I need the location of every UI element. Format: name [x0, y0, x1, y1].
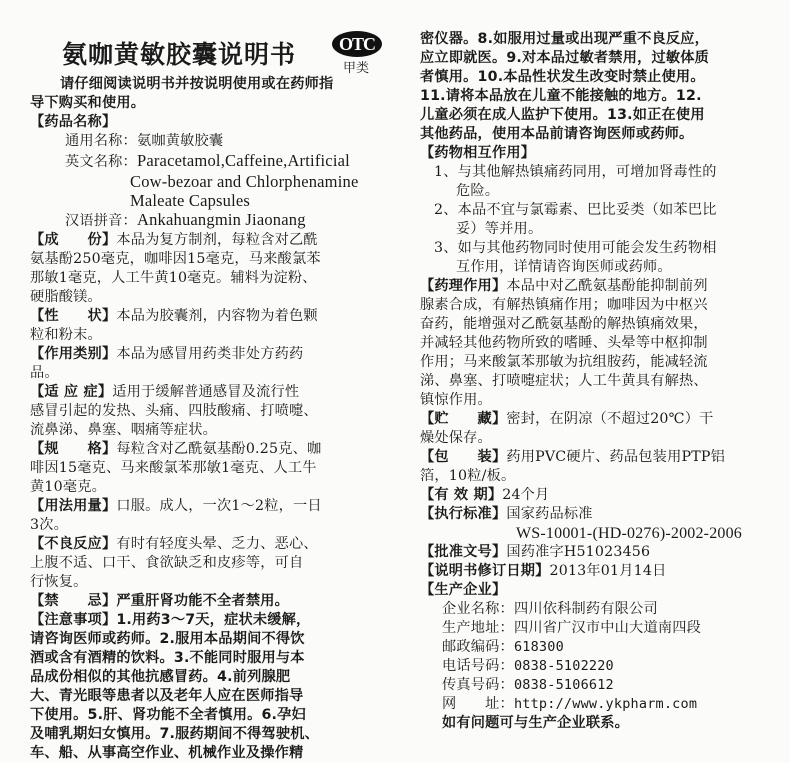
storage-text: 燥处保存。 [420, 430, 492, 446]
ingredients-heading: 【成 份】 [30, 232, 117, 248]
precautions-text: 下使用。5.肝、肾功能不全者慎用。6.孕妇 [30, 707, 306, 723]
category-text: 本品为感冒用药类非处方药药 [116, 346, 304, 362]
validity-heading: 【有 效 期】 [420, 487, 503, 503]
pharmacology-text: 镇惊作用。 [420, 392, 492, 408]
precautions-text: 儿童必须在成人监护下使用。13.如正在使用 [420, 107, 705, 123]
precautions-text: 大、青光眼等患者以及老年人应在医师指导 [30, 688, 304, 704]
interaction-item-3: 3、如与其他药物同时使用可能会发生药物相 [434, 240, 717, 256]
pharmacology-text: 腺素合成，有解热镇痛作用；咖啡因为中枢兴 [420, 297, 708, 313]
specification-text: 黄10毫克。 [30, 479, 107, 495]
precautions-text: 者慎用。10.本品性状发生改变时禁止使用。 [420, 69, 705, 85]
address-row [420, 619, 778, 638]
precautions-heading: 【注意事项】 [30, 612, 117, 628]
title-block [30, 35, 390, 75]
interaction-item-1-cont: 危险。 [456, 183, 500, 199]
specification-heading: 【规 格】 [30, 441, 117, 457]
indications-text: 适用于缓解普通感冒及流行性 [112, 384, 300, 400]
validity-row [420, 486, 778, 505]
phone-row [420, 657, 778, 676]
description-row [30, 307, 390, 326]
dosage-row [30, 497, 390, 516]
indications-row [30, 383, 390, 402]
precautions-text: 1.用药3～7天，症状未缓解， [116, 612, 311, 628]
otc-class-label: 甲类 [343, 61, 370, 76]
phone-value: 0838-5102220 [513, 658, 614, 674]
adverse-row [30, 535, 390, 554]
package-text: 药用PVC硬片、药品包装用PTP铝 [506, 449, 725, 465]
generic-name-value: 氨咖黄敏胶囊 [136, 133, 224, 149]
precautions-text: 及哺乳期妇女慎用。7.服药期间不得驾驶机、 [30, 726, 320, 742]
contraindications-row [30, 592, 390, 611]
precautions-text: 品成份相似的其他抗感冒药。4.前列腺肥 [30, 669, 291, 685]
right-column [420, 30, 778, 733]
drug-name-heading: 【药品名称】 [30, 114, 117, 130]
validity-value: 24个月 [502, 487, 550, 503]
notice-line-2: 导下购买和使用。 [30, 95, 146, 111]
package-text: 箔，10粒/板。 [420, 468, 516, 484]
ingredients-text: 硬脂酸镁。 [30, 289, 102, 305]
postal-value: 618300 [513, 639, 564, 655]
adverse-text: 上腹不适、口干、食欲缺乏和皮疹等，可自 [30, 555, 304, 571]
website-label: 网 址： [442, 696, 514, 712]
contraindications-heading: 【禁 忌】 [30, 593, 117, 609]
english-name-line-3: Maleate Capsules [130, 191, 251, 210]
indications-text: 感冒引起的发热、头痛、四肢酸痛、打喷嚏、 [30, 403, 318, 419]
adverse-text: 行恢复。 [30, 574, 88, 590]
storage-row [420, 410, 778, 429]
interaction-item-3-cont: 互作用，详情请咨询医师或药师。 [456, 259, 672, 275]
precautions-text: 11.请将本品放在儿童不能接触的地方。12. [420, 88, 702, 104]
standard-heading: 【执行标准】 [420, 506, 507, 522]
category-heading: 【作用类别】 [30, 346, 117, 362]
notice-line-1: 请仔细阅读说明书并按说明使用或在药师指 [60, 76, 334, 92]
dosage-text: 3次。 [30, 517, 69, 533]
english-name-line-1: Paracetamol,Caffeine,Artificial [136, 151, 350, 170]
website-link[interactable]: http://www.ykpharm.com [513, 696, 698, 712]
approval-heading: 【批准文号】 [420, 544, 507, 560]
standard-code: WS-10001-(HD-0276)-2002-2006 [516, 525, 743, 542]
storage-heading: 【贮 藏】 [420, 411, 507, 427]
dosage-heading: 【用法用量】 [30, 498, 117, 514]
company-name-label: 企业名称： [442, 601, 514, 617]
left-column [30, 0, 390, 763]
website-row [420, 695, 778, 714]
document-title: 氨咖黄敏胶囊说明书 [62, 40, 297, 69]
category-text: 品。 [30, 365, 59, 381]
precautions-text: 密仪器。8.如服用过量或出现严重不良反应， [420, 31, 710, 47]
address-value: 四川省广汉市中山大道南四段 [513, 620, 701, 636]
pharmacology-text: 并减轻其他药物所致的嗜睡、头晕等中枢抑制 [420, 335, 708, 351]
approval-value: 国药准字H51023456 [506, 544, 651, 560]
interaction-item-1: 1、与其他解热镇痛药同用，可增加肾毒性的 [434, 164, 717, 180]
english-name-row [30, 151, 390, 172]
indications-text: 流鼻涕、鼻塞、咽痛等症状。 [30, 422, 218, 438]
pharmacology-text: 本品中对乙酰氨基酚能抑制前列 [506, 278, 708, 294]
pharmacology-heading: 【药理作用】 [420, 278, 507, 294]
specification-text: 每粒含对乙酰氨基酚0.25克、咖 [116, 441, 322, 457]
pharmacology-row [420, 277, 778, 296]
description-text: 本品为胶囊剂，内容物为着色颗 [116, 308, 318, 324]
storage-text: 密封，在阴凉（不超过20℃）干 [506, 411, 714, 427]
phone-label: 电话号码： [442, 658, 514, 674]
revision-row [420, 562, 778, 581]
ingredients-text: 那敏1毫克，人工牛黄10毫克。辅料为淀粉、 [30, 270, 317, 286]
pinyin-label: 汉语拼音： [65, 213, 137, 229]
description-text: 粒和粉末。 [30, 327, 102, 343]
interaction-item-2-cont: 妥）等并用。 [456, 221, 543, 237]
otc-badge: OTC [332, 31, 382, 57]
category-row [30, 345, 390, 364]
revision-heading: 【说明书修订日期】 [420, 563, 550, 579]
ingredients-text: 本品为复方制剂，每粒含对乙酰 [116, 232, 318, 248]
standard-row [420, 505, 778, 524]
generic-name-label: 通用名称： [65, 133, 137, 149]
precautions-text: 酒或含有酒精的饮料。3.不能同时服用与本 [30, 650, 305, 666]
precautions-row [30, 611, 390, 630]
standard-text: 国家药品标准 [506, 506, 593, 522]
contact-note: 如有问题可与生产企业联系。 [442, 715, 630, 731]
company-name-value: 四川依科制药有限公司 [513, 601, 658, 617]
postal-row [420, 638, 778, 657]
contraindications-text: 严重肝肾功能不全者禁用。 [116, 593, 289, 609]
description-heading: 【性 状】 [30, 308, 117, 324]
package-row [420, 448, 778, 467]
ingredients-text: 氨基酚250毫克，咖啡因15毫克，马来酸氯苯 [30, 251, 321, 267]
pinyin-row [30, 210, 390, 231]
approval-row [420, 543, 778, 562]
postal-label: 邮政编码： [442, 639, 514, 655]
dosage-text: 口服。成人，一次1～2粒，一日 [116, 498, 322, 514]
manufacturer-heading: 【生产企业】 [420, 582, 507, 598]
adverse-text: 有时有轻度头晕、乏力、恶心、 [116, 536, 318, 552]
precautions-text: 请咨询医师或药师。2.服用本品期间不得饮 [30, 631, 305, 647]
pinyin-value: Ankahuangmin Jiaonang [136, 210, 306, 229]
english-name-line-2: Cow-bezoar and Chlorphenamine [130, 172, 359, 191]
english-name-label: 英文名称： [65, 154, 137, 170]
generic-name-row [30, 132, 390, 151]
pharmacology-text: 作用；马来酸氯苯那敏为抗组胺药，能减轻流 [420, 354, 708, 370]
revision-value: 2013年01月14日 [549, 563, 667, 579]
specification-row [30, 440, 390, 459]
adverse-heading: 【不良反应】 [30, 536, 117, 552]
pharmacology-text: 奋药，能增强对乙酰氨基酚的解热镇痛效果， [420, 316, 708, 332]
precautions-text: 其他药品，使用本品前请咨询医师或药师。 [420, 126, 694, 142]
precautions-text: 车、船、从事高空作业、机械作业及操作精 [30, 745, 304, 761]
specification-text: 啡因15毫克、马来酸氯苯那敏1毫克、人工牛 [30, 460, 317, 476]
package-heading: 【包 装】 [420, 449, 507, 465]
address-label: 生产地址： [442, 620, 514, 636]
indications-heading: 【适 应 症】 [30, 384, 113, 400]
company-name-row [420, 600, 778, 619]
pharmacology-text: 涕、鼻塞、打喷嚏症状；人工牛黄具有解热、 [420, 373, 708, 389]
fax-value: 0838-5106612 [513, 677, 614, 693]
precautions-text: 应立即就医。9.对本品过敏者禁用，过敏体质 [420, 50, 710, 66]
ingredients-row [30, 231, 390, 250]
interaction-item-2: 2、本品不宜与氯霉素、巴比妥类（如苯巴比 [434, 202, 717, 218]
fax-label: 传真号码： [442, 677, 514, 693]
interactions-heading: 【药物相互作用】 [420, 145, 536, 161]
